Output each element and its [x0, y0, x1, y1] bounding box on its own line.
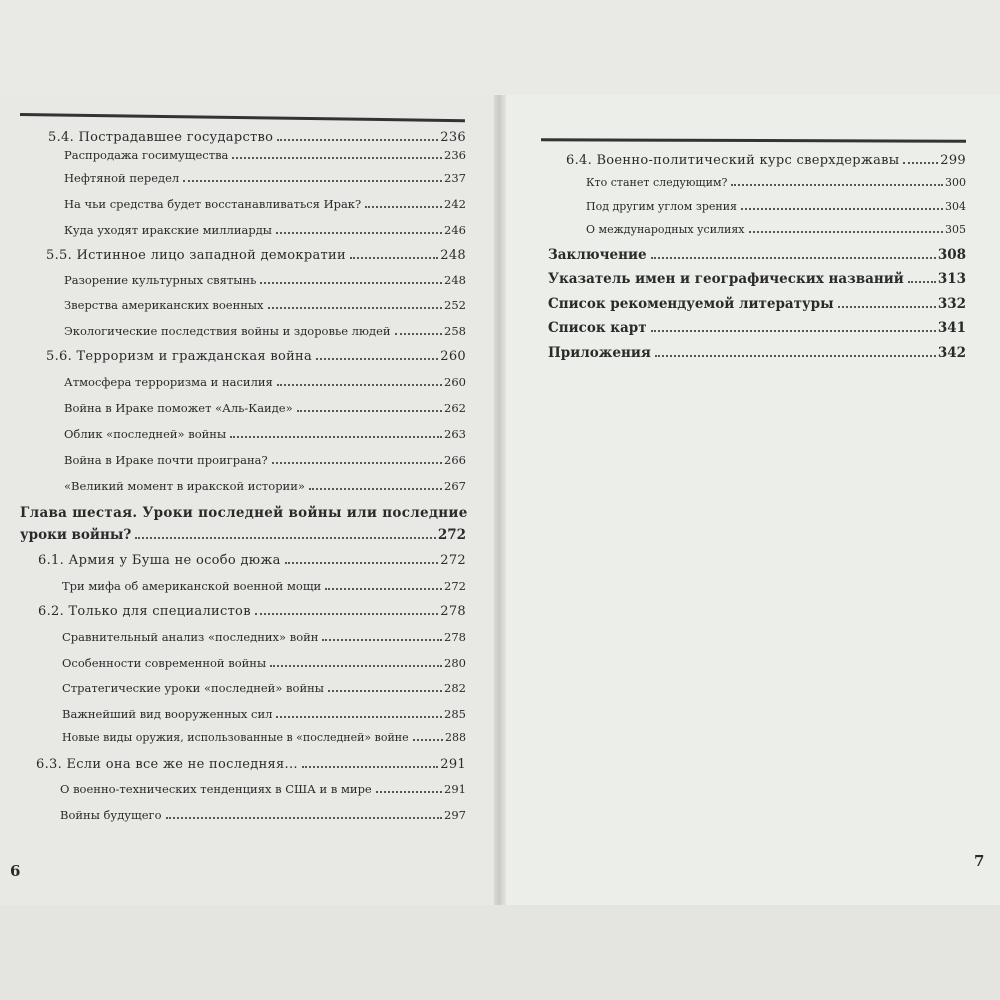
toc-entry	[46, 349, 466, 364]
toc-entry-page: 248	[444, 273, 466, 287]
toc-leader	[328, 690, 442, 692]
toc-entry-title: Список рекомендуемой литературы	[548, 296, 834, 312]
toc-entry-title: Нефтяной передел	[64, 171, 180, 185]
toc-entry	[48, 130, 466, 145]
toc-entry-title: Облик «последней» войны	[64, 427, 227, 441]
toc-entry-page: 266	[444, 453, 466, 467]
toc-entry	[64, 479, 466, 494]
toc-entry	[36, 757, 466, 772]
toc-entry-page: 282	[444, 681, 466, 695]
toc-entry-page: 288	[445, 731, 466, 744]
toc-entry-title: Сравнительный анализ «последних» войн	[62, 630, 319, 644]
toc-entry-title: Экологические последствия войны и здоровье людей	[64, 324, 391, 338]
toc-entry-title: Куда уходят иракские миллиарды	[64, 223, 272, 237]
toc-leader	[741, 208, 943, 210]
toc-entry	[548, 271, 966, 287]
toc-leader	[903, 162, 938, 164]
toc-entry-page: 242	[444, 197, 466, 211]
toc-entry-title: Под другим углом зрения	[586, 200, 737, 213]
toc-leader	[838, 306, 936, 308]
toc-entry	[38, 553, 466, 568]
toc-entry-page: 300	[945, 176, 966, 189]
toc-entry-page: 299	[940, 153, 966, 168]
toc-entry-page: 291	[444, 782, 466, 796]
toc-entry-page: 297	[444, 808, 466, 822]
toc-entry	[64, 453, 466, 468]
toc-entry	[62, 681, 466, 696]
toc-leader	[309, 488, 442, 490]
toc-leader	[270, 665, 442, 667]
toc-entry	[64, 324, 466, 339]
toc-leader	[731, 184, 943, 186]
toc-entry	[38, 604, 466, 619]
toc-entry-page: 246	[444, 223, 466, 237]
toc-entry	[586, 223, 966, 237]
toc-entry	[586, 176, 966, 190]
toc-entry	[548, 296, 966, 312]
toc-leader	[276, 716, 442, 718]
toc-entry-title: Зверства американских военных	[64, 298, 264, 312]
toc-entry-title: Заключение	[548, 247, 647, 263]
toc-entry-title: 6.4. Военно-политический курс сверхдержавы	[566, 153, 900, 168]
toc-entry-title: О военно-технических тенденциях в США и в мире	[60, 782, 372, 796]
toc-entry	[60, 782, 466, 797]
toc-leader	[135, 537, 436, 539]
toc-entry	[548, 345, 966, 361]
toc-entry	[64, 148, 466, 163]
toc-entry-page: 313	[937, 271, 966, 287]
toc-entry-title: Три мифа об американской военной мощи	[62, 579, 322, 593]
toc-leader	[255, 613, 438, 615]
toc-entry-title: 6.1. Армия у Буша не особо дюжа	[38, 553, 281, 568]
toc-entry-page: 272	[440, 553, 466, 568]
toc-leader	[166, 817, 443, 819]
page-number-right: 7	[974, 852, 985, 870]
toc-entry-page: 236	[440, 130, 466, 145]
toc-entry-page: 237	[444, 171, 466, 185]
toc-entry	[62, 707, 466, 722]
right-page	[503, 95, 1000, 905]
toc-entry	[566, 153, 966, 168]
toc-leader	[322, 639, 442, 641]
toc-leader	[276, 232, 442, 234]
toc-entry-title: 6.3. Если она все же не последняя...	[36, 757, 298, 772]
toc-entry	[548, 320, 966, 336]
page-number-left: 6	[10, 862, 21, 880]
toc-entry	[548, 247, 966, 263]
toc-leader	[350, 257, 438, 259]
toc-leader	[277, 384, 442, 386]
toc-leader	[413, 739, 443, 741]
toc-entry-page: 308	[937, 247, 966, 263]
toc-leader	[365, 206, 442, 208]
toc-entry-title: На чьи средства будет восстанавливаться Ирак?	[64, 197, 362, 211]
toc-leader	[297, 410, 442, 412]
toc-entry-page: 305	[945, 223, 966, 236]
toc-entry-title: Важнейший вид вооруженных сил	[62, 707, 273, 721]
toc-entry	[62, 579, 466, 594]
toc-leader	[183, 180, 442, 182]
toc-leader	[651, 257, 936, 259]
toc-entry-title: 5.5. Истинное лицо западной демократии	[46, 248, 346, 263]
toc-entry-title: Разорение культурных святынь	[64, 273, 257, 287]
toc-entry	[64, 223, 466, 238]
toc-entry-page: 285	[444, 707, 466, 721]
toc-entry-page: 280	[444, 656, 466, 670]
toc-entry-title: Война в Ираке поможет «Аль-Каиде»	[64, 401, 293, 415]
toc-entry	[64, 171, 466, 186]
toc-entry-title: Атмосфера терроризма и насилия	[64, 375, 273, 389]
toc-entry-page: 341	[937, 320, 966, 336]
toc-entry-page: 278	[444, 630, 466, 644]
toc-entry-page: 304	[945, 200, 966, 213]
toc-leader	[285, 562, 439, 564]
toc-entry	[46, 248, 466, 263]
toc-leader	[325, 588, 442, 590]
toc-entry-page: 236	[444, 148, 466, 162]
book-gutter	[494, 95, 506, 905]
toc-entry-page: 252	[444, 298, 466, 312]
toc-leader	[268, 307, 443, 309]
toc-entry-page: 258	[444, 324, 466, 338]
toc-leader	[749, 231, 944, 233]
toc-entry	[64, 298, 466, 313]
toc-entry-page: 262	[444, 401, 466, 415]
toc-entry	[62, 630, 466, 645]
toc-entry	[62, 656, 466, 671]
toc-entry	[64, 401, 466, 416]
toc-entry-title: Указатель имен и географических названий	[548, 271, 904, 287]
toc-entry-page: 332	[937, 296, 966, 312]
toc-leader	[302, 766, 438, 768]
toc-leader	[395, 333, 442, 335]
toc-entry	[64, 273, 466, 288]
toc-leader	[908, 281, 936, 283]
toc-entry-title: 6.2. Только для специалистов	[38, 604, 251, 619]
toc-entry	[62, 731, 466, 745]
toc-entry-page: 248	[440, 248, 466, 263]
toc-entry-title: 5.6. Терроризм и гражданская война	[46, 349, 313, 364]
toc-entry-title: Особенности современной войны	[62, 656, 267, 670]
toc-entry-page: 291	[440, 757, 466, 772]
toc-entry-page: 260	[444, 375, 466, 389]
toc-entry	[60, 808, 466, 823]
chapter-heading-line1: Глава шестая. Уроки последней войны или последние	[20, 505, 468, 521]
toc-entry-page: 342	[937, 345, 966, 361]
toc-entry-title: «Великий момент в иракской истории»	[64, 479, 305, 493]
toc-entry-title: Распродажа госимущества	[64, 148, 229, 162]
chapter-heading-line2	[20, 527, 466, 543]
toc-entry	[64, 375, 466, 390]
toc-leader	[272, 462, 442, 464]
toc-leader	[277, 139, 438, 141]
toc-entry	[586, 200, 966, 214]
toc-leader	[316, 358, 438, 360]
toc-entry-title: Стратегические уроки «последней» войны	[62, 681, 324, 695]
toc-entry-page: 272	[437, 527, 466, 543]
toc-entry-page: 272	[444, 579, 466, 593]
toc-entry-page: 263	[444, 427, 466, 441]
background-top	[0, 0, 1000, 95]
toc-entry-title: Кто станет следующим?	[586, 176, 728, 189]
toc-entry-title: Война в Ираке почти проиграна?	[64, 453, 268, 467]
toc-leader	[260, 282, 442, 284]
toc-entry-title: 5.4. Пострадавшее государство	[48, 130, 274, 145]
toc-leader	[655, 355, 936, 357]
toc-entry-title: Приложения	[548, 345, 651, 361]
toc-entry-page: 260	[440, 349, 466, 364]
toc-entry-page: 267	[444, 479, 466, 493]
toc-entry-title: уроки войны?	[20, 527, 132, 543]
toc-leader	[376, 791, 442, 793]
toc-leader	[232, 157, 442, 159]
toc-leader	[230, 436, 442, 438]
toc-entry-title: Войны будущего	[60, 808, 162, 822]
toc-entry-title: Новые виды оружия, использованные в «последней» войне	[62, 731, 409, 744]
toc-entry-page: 278	[440, 604, 466, 619]
toc-entry-title: Список карт	[548, 320, 647, 336]
toc-leader	[651, 330, 936, 332]
toc-entry-title: О международных усилиях	[586, 223, 745, 236]
toc-entry	[64, 427, 466, 442]
toc-entry	[64, 197, 466, 212]
background-bottom	[0, 905, 1000, 1000]
